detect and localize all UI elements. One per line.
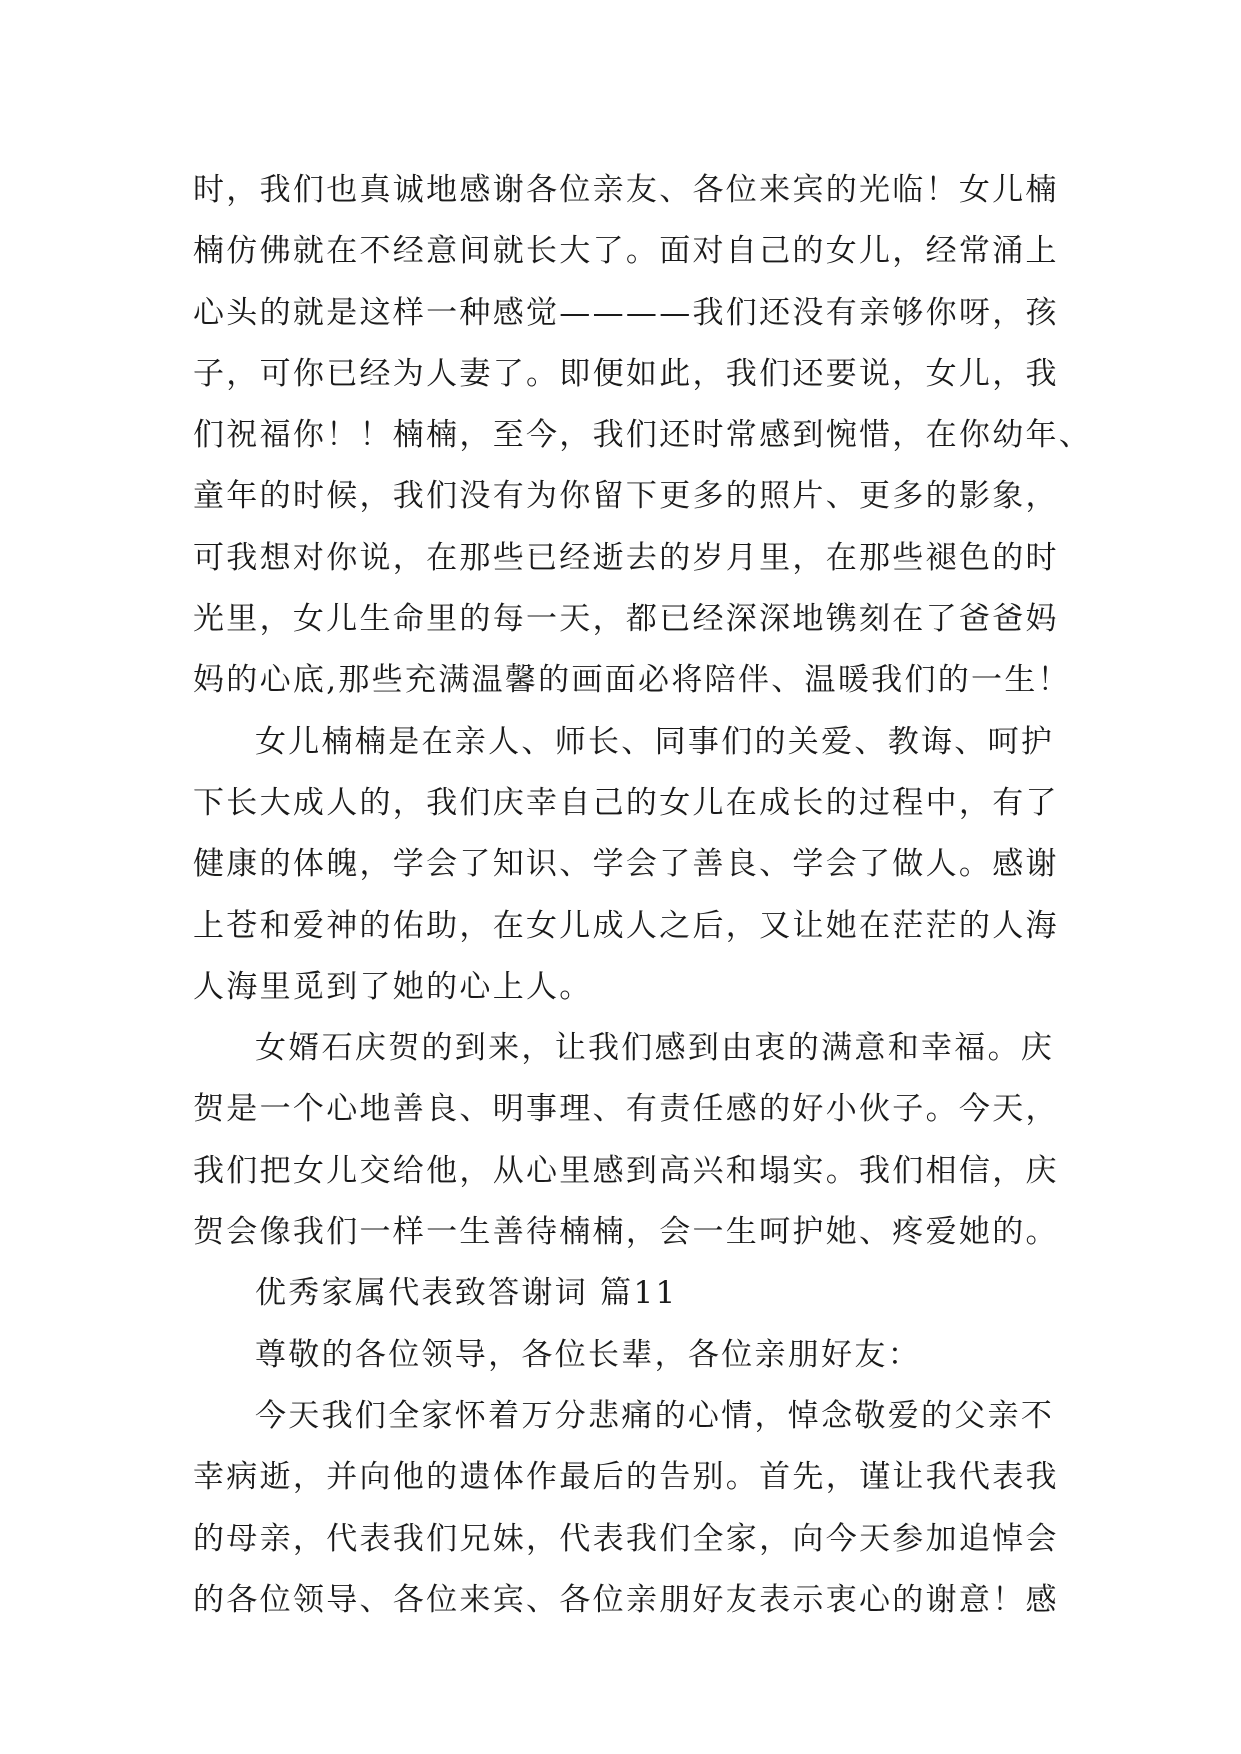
text-line: 优秀家属代表致答谢词 篇11 [255,1275,678,1312]
text-line: 女婿石庆贺的到来，让我们感到由衷的满意和幸福。庆 [255,1030,1055,1067]
text-line: 今天我们全家怀着万分悲痛的心情，悼念敬爱的父亲不 [255,1397,1055,1434]
text-line: 光里，女儿生命里的每一天，都已经深深地镌刻在了爸爸妈 [193,601,1059,638]
text-line: 人海里觅到了她的心上人。 [193,968,593,1005]
text-line: 下长大成人的，我们庆幸自己的女儿在成长的过程中，有了 [193,784,1059,821]
text-line: 我们把女儿交给他，从心里感到高兴和塌实。我们相信，庆 [193,1152,1059,1189]
text-line: 的母亲，代表我们兄妹，代表我们全家，向今天参加追悼会 [193,1520,1059,1557]
text-line: 女儿楠楠是在亲人、师长、同事们的关爱、教诲、呵护 [255,723,1055,760]
text-line: 可我想对你说，在那些已经逝去的岁月里，在那些褪色的时 [193,539,1059,576]
text-line: 贺是一个心地善良、明事理、有责任感的好小伙子。今天， [193,1091,1059,1128]
text-line: 健康的体魄，学会了知识、学会了善良、学会了做人。感谢 [193,846,1059,883]
text-line: 尊敬的各位领导，各位长辈，各位亲朋好友： [255,1336,921,1373]
text-line: 们祝福你！！楠楠，至今，我们还时常感到惋惜，在你幼年、 [193,417,1093,454]
text-line: 幸病逝，并向他的遗体作最后的告别。首先，谨让我代表我 [193,1459,1059,1496]
text-line: 心头的就是这样一种感觉————我们还没有亲够你呀，孩 [193,294,1059,331]
text-line: 童年的时候，我们没有为你留下更多的照片、更多的影象， [193,478,1059,515]
text-line: 的各位领导、各位来宾、各位亲朋好友表示衷心的谢意！感 [193,1581,1059,1618]
text-line: 妈的心底,那些充满温馨的画面必将陪伴、温暖我们的一生！ [193,662,1071,699]
text-line: 贺会像我们一样一生善待楠楠，会一生呵护她、疼爱她的。 [193,1214,1059,1251]
text-line: 上苍和爱神的佑助，在女儿成人之后，又让她在茫茫的人海 [193,907,1059,944]
document-body [193,160,1093,1631]
text-line: 子，可你已经为人妻了。即便如此，我们还要说，女儿，我 [193,355,1059,392]
text-line: 楠仿佛就在不经意间就长大了。面对自己的女儿，经常涌上 [193,233,1059,270]
text-line: 时，我们也真诚地感谢各位亲友、各位来宾的光临！女儿楠 [193,172,1059,208]
